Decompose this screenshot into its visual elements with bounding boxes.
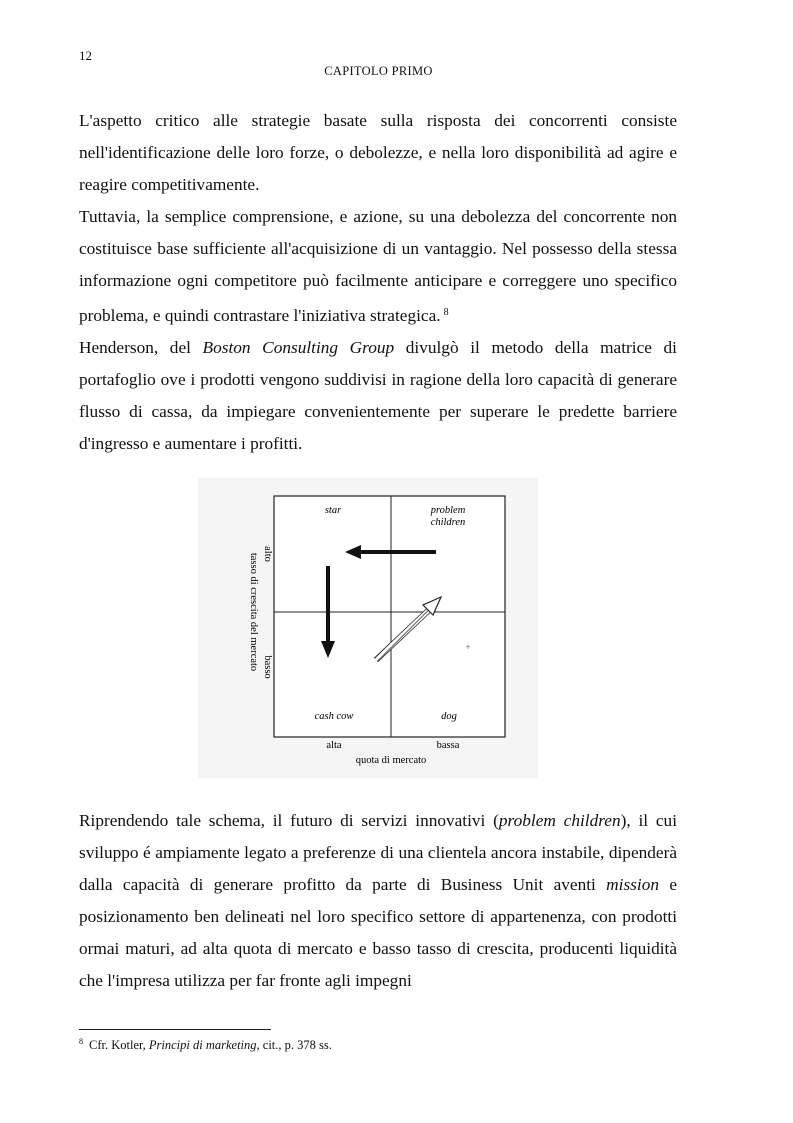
paragraph-3-lead: Henderson, del [79, 338, 203, 357]
quadrant-star-label: star [324, 505, 342, 516]
page-number: 12 [79, 48, 92, 63]
footnote [79, 1034, 332, 1053]
paragraph-2 [79, 201, 677, 332]
body-text-bottom [79, 805, 677, 997]
paragraph-3-rest: divulgò il metodo della matrice di portafoglio ove i prodotti vengono suddivisi in ragione della loro capacità di generare flusso di cassa, da impiegare convenientemente per superare le predette barriere d'ingresso e aumentare i profitti. [79, 338, 677, 453]
paragraph-2-text: Tuttavia, la semplice comprensione, e azione, su una debolezza del concorrente non costituisce base sufficiente all'acquisizione di un vantaggio. Nel possesso della stessa informazione ogni competitore può facilmente anticipare e correggere uno specifico problema, e quindi contrastare l'iniziativa strategica. [79, 207, 677, 325]
bcg-matrix-diagram [198, 478, 538, 778]
bcg-matrix-figure [198, 478, 538, 778]
quadrant-problem-label-line2: children [430, 517, 466, 528]
paragraph-1: L'aspetto critico alle strategie basate sulla risposta dei concorrenti consiste nell'identificazione delle loro forze, o debolezze, e nella loro disponibilità ad agire e reagire competitivamente. [79, 111, 677, 194]
footnote-reference: 8 [443, 307, 449, 318]
footnote-number: 8 [79, 1037, 83, 1046]
running-head: CAPITOLO PRIMO [324, 64, 433, 78]
footnote-separator [79, 1029, 271, 1030]
marker-plus: + [465, 642, 471, 652]
matrix-frame [274, 496, 505, 737]
y-tick-basso: basso [262, 655, 273, 679]
paragraph-4 [79, 805, 677, 997]
x-axis-label: quota di mercato [355, 755, 427, 766]
y-axis-label: tasso di crescita del mercato [248, 552, 259, 672]
footnote-lead: Cfr. Kotler, [89, 1038, 149, 1052]
paragraph-3 [79, 332, 677, 460]
footnote-rest: , cit., p. 378 ss. [256, 1038, 332, 1052]
quadrant-cashcow-label: cash cow [314, 711, 354, 722]
paragraph-4-middle: ), il cui sviluppo é ampiamente legato a preferenze di una clientela ancora instabile, dipenderà dalla capacità di generare profitto da parte di Business Unit aventi [79, 811, 677, 894]
quadrant-dog-label: dog [441, 711, 457, 722]
paragraph-4-emphasis-2: mission [606, 875, 659, 894]
paragraph-4-lead: Riprendendo tale schema, il futuro di servizi innovativi ( [79, 811, 499, 830]
x-tick-bassa: bassa [436, 740, 460, 751]
paragraph-4-rest: e posizionamento ben delineati nel loro specifico settore di appartenenza, con prodotti ormai maturi, ad alta quota di mercato e basso tasso di crescita, producenti liquidità che l'impresa utilizza per far fronte agli impegni [79, 875, 677, 990]
paragraph-3-emphasis: Boston Consulting Group [202, 338, 395, 357]
x-tick-alta: alta [326, 740, 342, 751]
paragraph-4-emphasis-1: problem children [498, 811, 621, 830]
quadrant-problem-label-line1: problem [430, 505, 466, 516]
footnote-title: Principi di marketing [148, 1038, 257, 1052]
body-text-top [79, 105, 677, 460]
y-tick-alto: alto [262, 546, 273, 562]
